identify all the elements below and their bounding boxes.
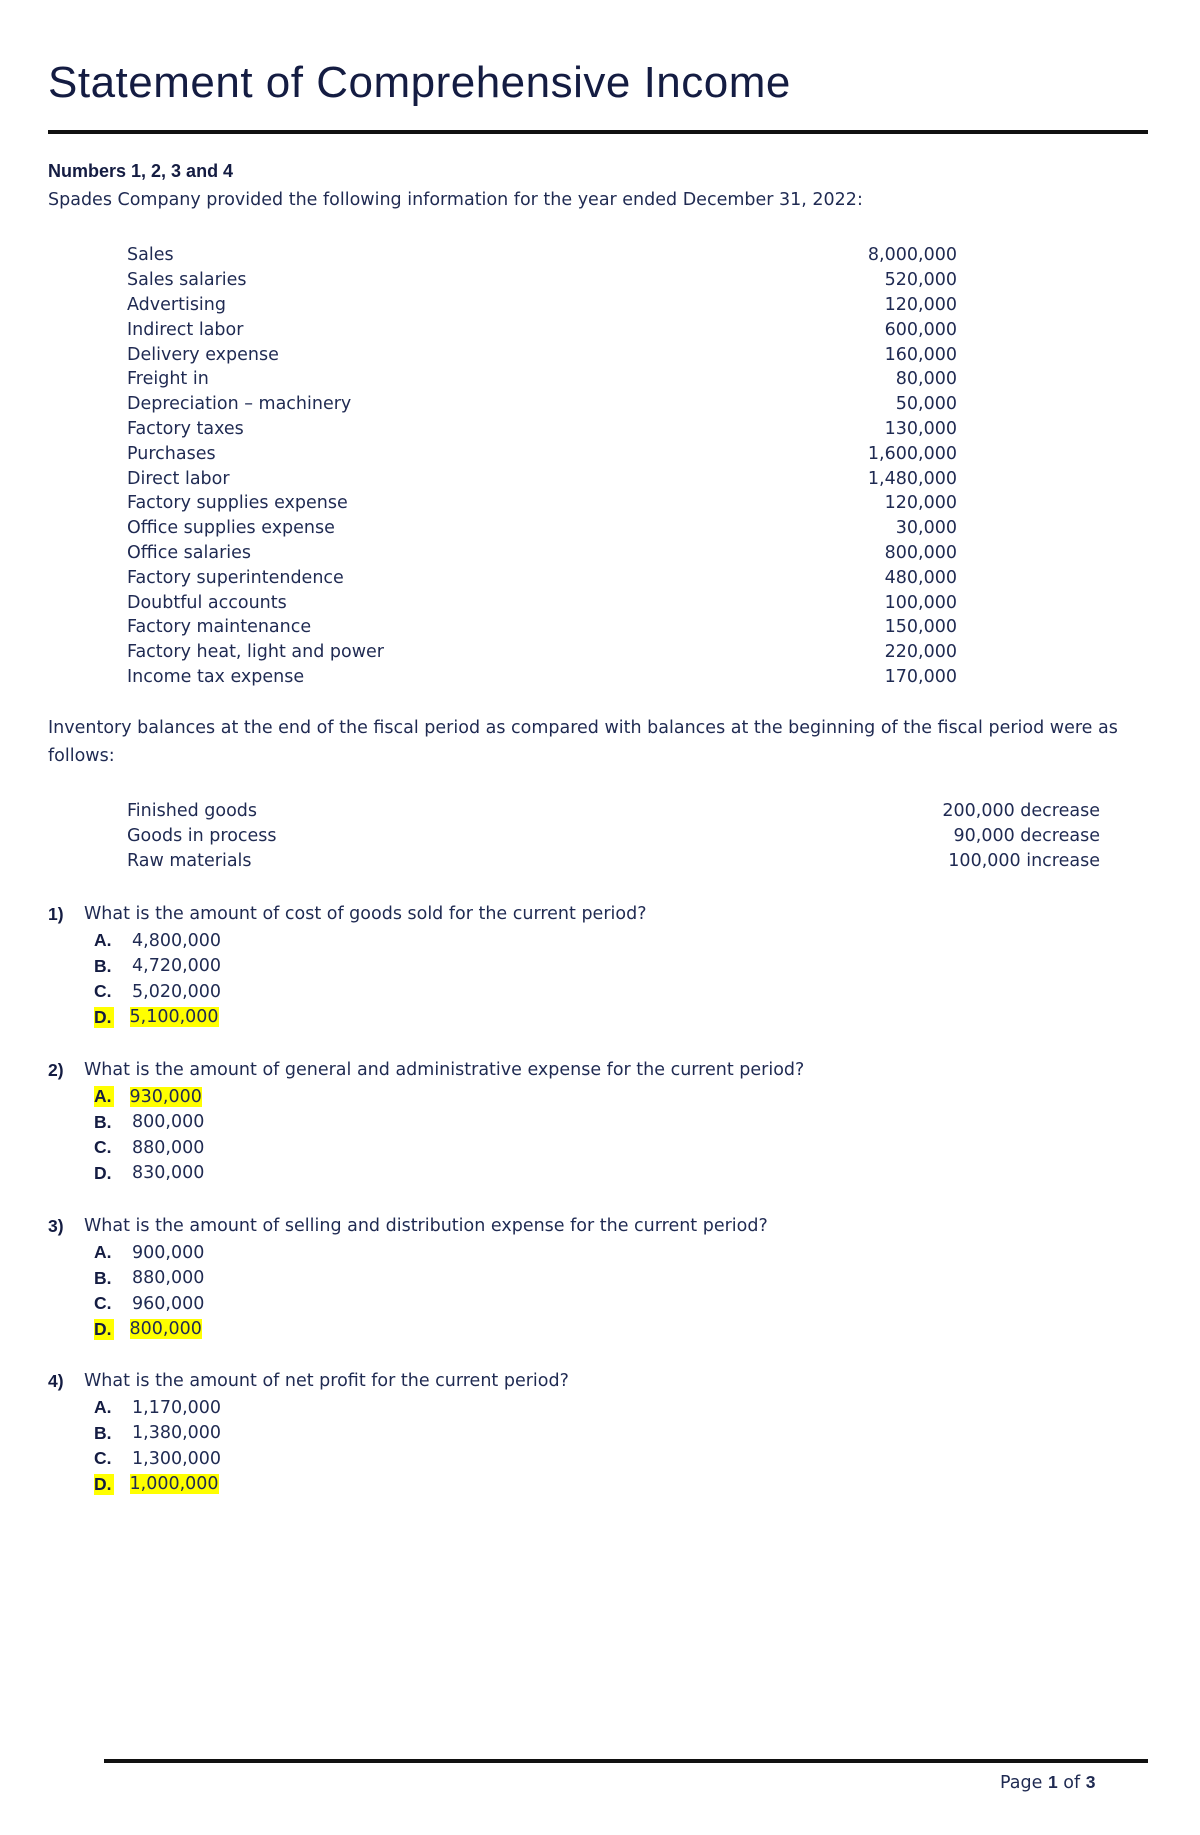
option-value: 4,800,000 [132, 930, 222, 951]
option-letter: D. [94, 1318, 112, 1339]
option-letter: A. [94, 930, 112, 951]
table-row [127, 491, 957, 516]
item-label: Indirect labor [127, 319, 244, 340]
answer-option-highlighted [48, 1472, 1148, 1498]
page-title: Statement of Comprehensive Income [48, 58, 791, 107]
table-row [127, 466, 957, 491]
section-heading: Numbers 1, 2, 3 and 4 [48, 161, 234, 181]
question-stem [48, 1367, 1148, 1395]
question-text: What is the amount of selling and distribution expense for the current period? [84, 1216, 768, 1236]
option-letter: C. [94, 1137, 112, 1158]
inventory-row [127, 849, 1100, 874]
item-label: Office supplies expense [127, 518, 335, 539]
inventory-intro-text: Inventory balances at the end of the fiscal period as compared with balances at the beginning of the fiscal period were as follows: [48, 718, 1118, 766]
option-value: 4,720,000 [132, 956, 222, 977]
option-letter: C. [94, 981, 112, 1002]
item-amount: 80,000 [895, 369, 957, 390]
option-letter: A. [94, 1397, 112, 1418]
question-stem [48, 1212, 1148, 1240]
item-label: Purchases [127, 443, 216, 464]
option-value: 880,000 [132, 1268, 205, 1289]
table-row [127, 417, 957, 442]
inventory-row [127, 799, 1100, 824]
inventory-row [127, 824, 1100, 849]
option-value: 930,000 [129, 1086, 202, 1107]
table-row [127, 243, 957, 268]
footer-divider [104, 1759, 1148, 1763]
answer-option [48, 954, 1148, 980]
answer-option [48, 1110, 1148, 1136]
item-label: Income tax expense [127, 666, 305, 687]
inventory-changes-table [127, 799, 1100, 873]
question-1 [48, 900, 1148, 1030]
option-value: 880,000 [132, 1137, 205, 1158]
item-amount: 1,480,000 [867, 468, 957, 489]
item-label: Depreciation – machinery [127, 394, 352, 415]
page-label: Page [1000, 1773, 1043, 1793]
inventory-change: 100,000 increase [948, 850, 1100, 871]
answer-option [48, 1395, 1148, 1421]
option-letter: B. [94, 1267, 112, 1288]
table-row [127, 590, 957, 615]
question-number: 4) [48, 1370, 64, 1391]
option-value: 900,000 [132, 1242, 205, 1263]
answer-option-highlighted [48, 1317, 1148, 1343]
inventory-change: 200,000 decrease [942, 801, 1100, 822]
table-row [127, 516, 957, 541]
table-row [127, 565, 957, 590]
option-letter: C. [94, 1448, 112, 1469]
option-value: 5,020,000 [132, 981, 222, 1002]
item-amount: 1,600,000 [867, 443, 957, 464]
page-of-label: of [1063, 1773, 1081, 1793]
table-row [127, 615, 957, 640]
item-label: Sales salaries [127, 270, 247, 291]
question-2 [48, 1056, 1148, 1186]
option-letter: D. [94, 1473, 112, 1494]
answer-option [48, 979, 1148, 1005]
item-label: Factory heat, light and power [127, 642, 384, 663]
total-pages: 3 [1085, 1772, 1096, 1792]
option-value: 960,000 [132, 1293, 205, 1314]
item-amount: 220,000 [884, 642, 957, 663]
option-letter: C. [94, 1293, 112, 1314]
question-number: 2) [48, 1059, 64, 1080]
answer-option-highlighted [48, 1084, 1148, 1110]
item-label: Delivery expense [127, 344, 279, 365]
item-amount: 120,000 [884, 493, 957, 514]
answer-option [48, 1266, 1148, 1292]
item-amount: 150,000 [884, 617, 957, 638]
option-letter: D. [94, 1162, 112, 1183]
option-value: 1,000,000 [129, 1474, 219, 1495]
account-items-table [127, 243, 957, 689]
item-label: Advertising [127, 294, 226, 315]
item-label: Freight in [127, 369, 209, 390]
page-number [1000, 1772, 1095, 1793]
item-amount: 520,000 [884, 270, 957, 291]
question-text: What is the amount of general and administrative expense for the current period? [84, 1060, 805, 1080]
answer-option [48, 1446, 1148, 1472]
item-amount: 8,000,000 [867, 245, 957, 266]
item-amount: 100,000 [884, 592, 957, 613]
table-row [127, 392, 957, 417]
option-letter: B. [94, 955, 112, 976]
option-letter: B. [94, 1422, 112, 1443]
item-label: Sales [127, 245, 174, 266]
table-row [127, 541, 957, 566]
answer-option [48, 1291, 1148, 1317]
table-row [127, 367, 957, 392]
current-page: 1 [1047, 1772, 1058, 1792]
option-value: 800,000 [129, 1319, 202, 1340]
item-amount: 160,000 [884, 344, 957, 365]
inventory-label: Raw materials [127, 850, 252, 871]
inventory-label: Finished goods [127, 801, 258, 822]
option-value: 5,100,000 [129, 1007, 219, 1028]
answer-option [48, 1135, 1148, 1161]
option-value: 800,000 [132, 1112, 205, 1133]
answer-option [48, 1421, 1148, 1447]
option-letter: A. [94, 1086, 112, 1107]
question-text: What is the amount of cost of goods sold for the current period? [84, 904, 647, 924]
intro-text: Spades Company provided the following information for the year ended December 31, 2022: [48, 190, 863, 210]
item-label: Office salaries [127, 542, 252, 563]
item-label: Factory taxes [127, 418, 244, 439]
item-label: Doubtful accounts [127, 592, 287, 613]
item-amount: 30,000 [895, 518, 957, 539]
item-label: Factory supplies expense [127, 493, 348, 514]
item-label: Direct labor [127, 468, 230, 489]
option-value: 1,380,000 [132, 1423, 222, 1444]
answer-option [48, 1240, 1148, 1266]
table-row [127, 441, 957, 466]
item-amount: 120,000 [884, 294, 957, 315]
item-amount: 50,000 [895, 394, 957, 415]
item-label: Factory superintendence [127, 567, 344, 588]
question-stem [48, 900, 1148, 928]
table-row [127, 268, 957, 293]
table-row [127, 665, 957, 690]
item-amount: 600,000 [884, 319, 957, 340]
option-letter: D. [94, 1006, 112, 1027]
option-letter: B. [94, 1111, 112, 1132]
table-row [127, 342, 957, 367]
item-amount: 480,000 [884, 567, 957, 588]
inventory-label: Goods in process [127, 826, 277, 847]
table-row [127, 317, 957, 342]
option-value: 1,300,000 [132, 1448, 222, 1469]
question-text: What is the amount of net profit for the current period? [84, 1371, 569, 1391]
item-amount: 800,000 [884, 542, 957, 563]
question-4 [48, 1367, 1148, 1497]
option-value: 1,170,000 [132, 1397, 222, 1418]
question-number: 3) [48, 1215, 64, 1236]
table-row [127, 640, 957, 665]
answer-option-highlighted [48, 1005, 1148, 1031]
item-amount: 130,000 [884, 418, 957, 439]
option-value: 830,000 [132, 1163, 205, 1184]
question-number: 1) [48, 903, 64, 924]
title-divider [48, 130, 1148, 134]
option-letter: A. [94, 1242, 112, 1263]
answer-option [48, 1161, 1148, 1187]
item-amount: 170,000 [884, 666, 957, 687]
table-row [127, 293, 957, 318]
question-stem [48, 1056, 1148, 1084]
item-label: Factory maintenance [127, 617, 312, 638]
answer-option [48, 928, 1148, 954]
inventory-change: 90,000 decrease [953, 826, 1100, 847]
question-3 [48, 1212, 1148, 1342]
